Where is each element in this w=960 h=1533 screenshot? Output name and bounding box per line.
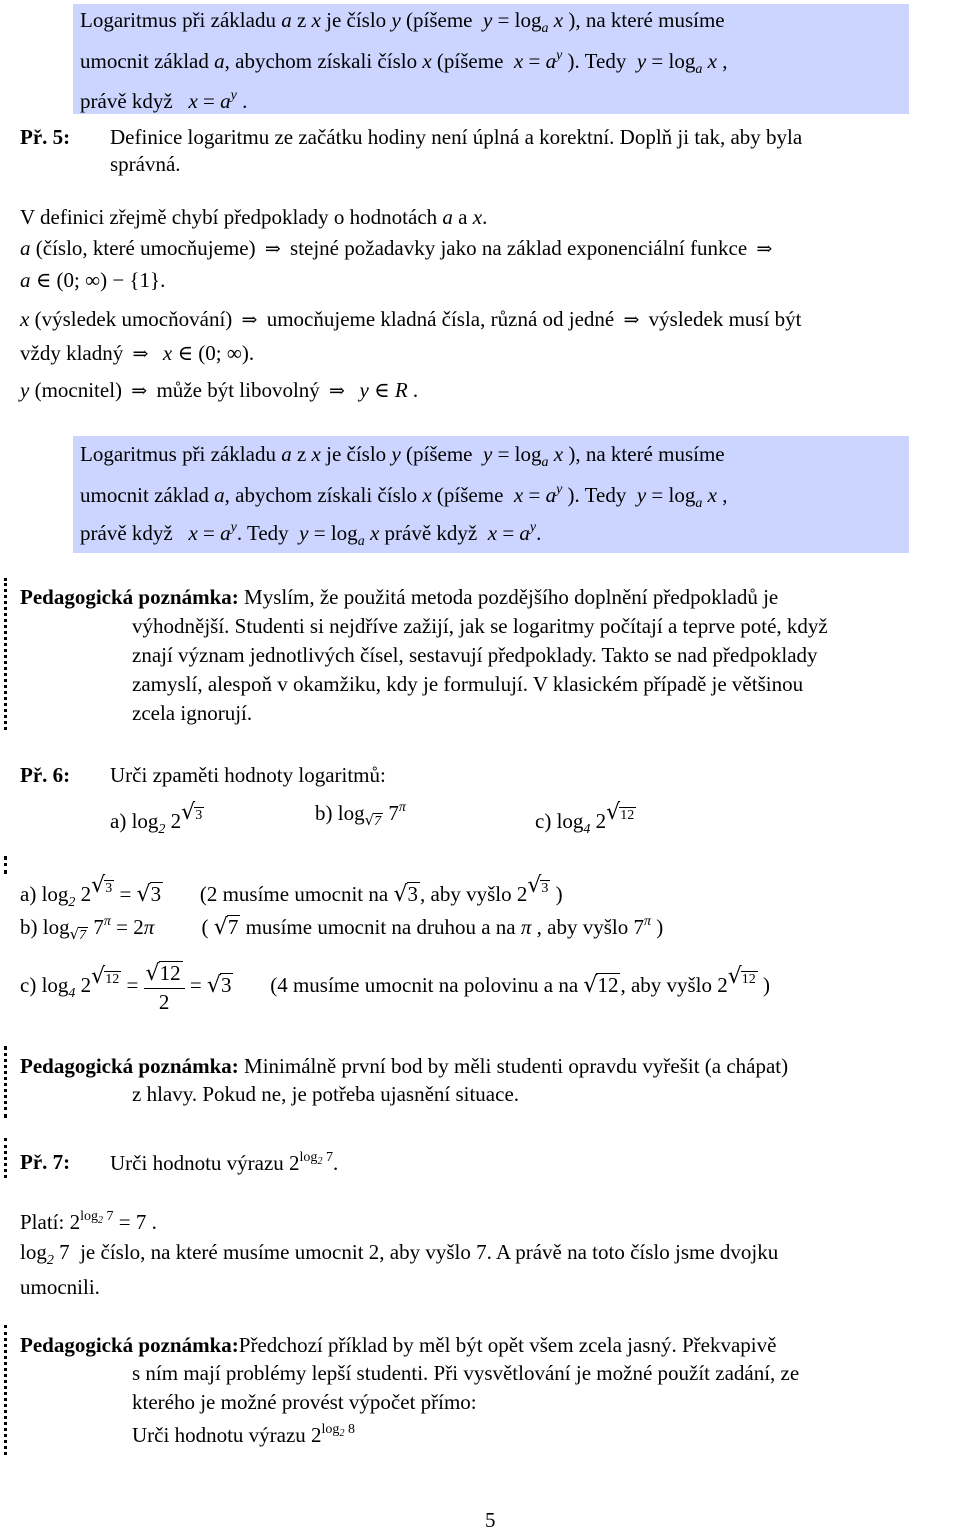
ex7-label: Př. 7: — [20, 1150, 71, 1174]
note1-line1: Pedagogická poznámka: Myslím, že použitá metoda pozdějšího doplnění předpokladů je — [20, 585, 779, 609]
ex7-plati: Platí: $2^{log_2 7} = 7$ . — [20, 1209, 157, 1234]
note3-line1: Pedagogická poznámka:Předchozí příklad by měl být opět všem zcela jasný. Překvapivě — [20, 1333, 777, 1357]
ex5-line5: vždy kladný ⇒ x ∈ (0; ∞). — [20, 341, 255, 365]
ex5-line6: y (mocnitel) ⇒ může být libovolný ⇒ y ∈ R . — [20, 378, 419, 402]
ex6-separator — [4, 856, 11, 874]
ex5-line4: x (výsledek umocňování) ⇒ umocňujeme kladná čísla, různá od jedné ⇒ výsledek musí být — [20, 307, 802, 331]
box2-line1: Logaritmus při základu a z x je číslo y (píšeme $y = \log_a x$ ), na které musíme — [80, 442, 725, 470]
box1-line3: právě když $x = a^y$ . — [80, 88, 248, 113]
ex6-label: Př. 6: — [20, 763, 71, 787]
box1-line2: umocnit základ a, abychom získali číslo x (píšeme $x = a^y$ ). Tedy $y = \log_a x$ , — [80, 48, 728, 77]
ex7-line2: $\log_2 7$ je číslo, na které musíme umocnit 2, aby vyšlo 7. A právě na toto číslo jsme dvojku — [20, 1240, 779, 1268]
ex6-solution-c: c) $\log_4 2^{√12}$ = $\frac{√12}{2}$ = √3 (4 musíme umocnit na polovinu a na √12, aby vyšlo $2^{√12}$ ) — [20, 961, 771, 1014]
note2-margin-marker — [4, 1046, 11, 1118]
box2-line3: právě když $x = a^y$. Tedy $y = \log_a x$ právě když $x = a^y$. — [80, 520, 542, 549]
ex5-task-cont: správná. — [110, 152, 181, 176]
note3-line4: Urči hodnotu výrazu $2^{log_2 8}$ — [132, 1422, 355, 1447]
note2-line2: z hlavy. Pokud ne, je potřeba ujasnění situace. — [132, 1082, 520, 1106]
note1-line2: výhodnější. Studenti si nejdříve zažijí, jak se logaritmy počítají a teprve poté, když — [132, 614, 828, 638]
ex6-item-b: b) $\log_{√7} 7^\pi$ — [315, 800, 406, 829]
note3-line2: s ním mají problémy lepší studenti. Při vysvětlování je možné použít zadání, ze — [132, 1361, 800, 1385]
note1-line4: zamyslí, alespoň v okamžiku, kdy je formulují. V klasickém případě je většinou — [132, 672, 804, 696]
note1-line3: znají význam jednotlivých čísel, sestavují předpoklady. Takto se nad předpoklady — [132, 643, 818, 667]
ex5-label: Př. 5: — [20, 125, 71, 149]
ex6-solution-b: b) $\log_{√7} 7^\pi = 2\pi$ ( √7 musíme umocnit na druhou a na π , aby vyšlo $7^\pi$ ) — [20, 914, 664, 943]
ex5-line3: a ∈ (0; ∞) − {1}. — [20, 268, 166, 292]
page-number: 5 — [485, 1508, 496, 1532]
ex5-task: Definice logaritmu ze začátku hodiny není úplná a korektní. Doplň ji tak, aby byla — [110, 125, 803, 149]
box1-line1: Logaritmus při základu a z x je číslo y (píšeme $y = \log_a x$ ), na které musíme — [80, 8, 725, 36]
note1-line5: zcela ignorují. — [132, 701, 253, 725]
note2-line1: Pedagogická poznámka: Minimálně první bod by měli studenti opravdu vyřešit (a chápat) — [20, 1054, 789, 1078]
ex7-margin-marker — [4, 1138, 11, 1178]
note3-margin-marker — [4, 1325, 11, 1455]
ex5-line2: a (číslo, které umocňujeme) ⇒ stejné požadavky jako na základ exponenciální funkce ⇒ — [20, 236, 773, 260]
fraction: $\frac{√12}{2}$ — [144, 960, 185, 1015]
box2-line2: umocnit základ a, abychom získali číslo x (píšeme $x = a^y$ ). Tedy $y = \log_a x$ , — [80, 482, 728, 511]
ex7-line3: umocnili. — [20, 1275, 100, 1299]
ex7-task: Urči hodnotu výrazu $2^{log_2 7}$. — [110, 1150, 339, 1175]
note3-line3: kterého je možné provést výpočet přímo: — [132, 1390, 477, 1414]
note1-margin-marker — [4, 578, 11, 730]
ex6-item-a: a) $\log_2 2^{√3}$ — [110, 800, 203, 837]
ex5-line1: V definici zřejmě chybí předpoklady o hodnotách a a x. — [20, 205, 488, 229]
ex6-solution-a: a) $\log_2 2^{√3} = √3$ (2 musíme umocnit na √3, aby vyšlo $2^{√3}$ ) — [20, 873, 563, 910]
ex6-task: Urči zpaměti hodnoty logaritmů: — [110, 763, 386, 787]
ex6-item-c: c) $\log_4 2^{√12}$ — [535, 800, 635, 837]
